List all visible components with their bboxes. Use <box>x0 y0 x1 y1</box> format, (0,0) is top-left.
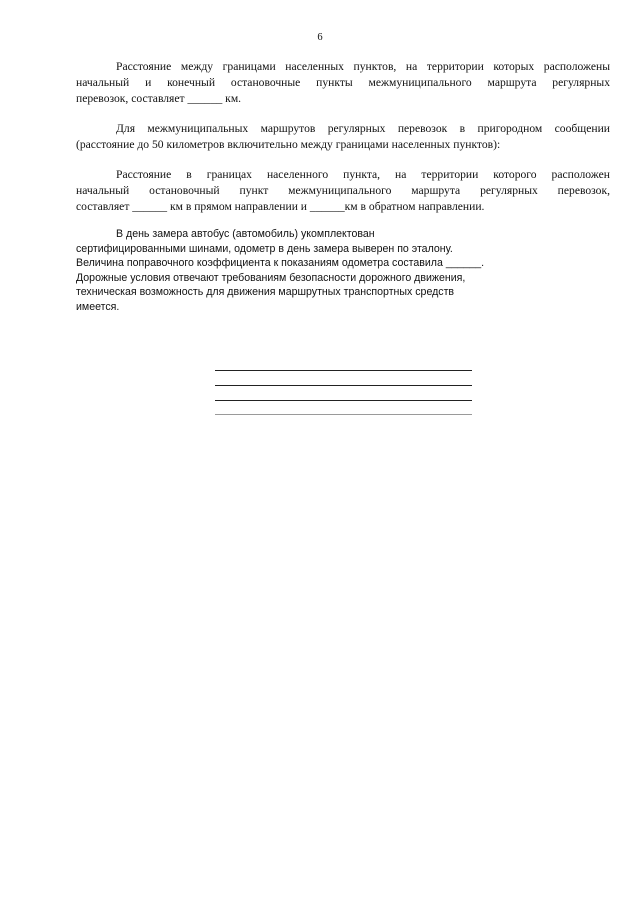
paragraph-line: (расстояние до 50 километров включительно между границами населенных пунктов): <box>76 137 501 151</box>
signature-line <box>215 370 472 371</box>
measurement-line: Дорожные условия отвечают требованиям безопасности дорожного движения, <box>76 271 466 284</box>
paragraph-distance-between-settlements <box>76 59 610 106</box>
measurement-line: Величина поправочного коэффициента к показаниям одометра составила ______. <box>76 257 485 270</box>
paragraph-line: Для межмуниципальных маршрутов регулярных перевозок в пригородном сообщении <box>116 122 610 135</box>
signature-line <box>215 385 472 386</box>
paragraph-line: начальный и конечный остановочные пункты межмуниципального маршрута регулярных <box>76 75 610 89</box>
signature-line <box>215 400 472 401</box>
page-number: 6 <box>317 32 323 43</box>
measurement-line: сертифицированными шинами, одометр в день замера выверен по эталону. <box>76 242 453 255</box>
measurement-conditions-block <box>76 227 556 315</box>
paragraph-line: составляет ______ км в прямом направлении и ______км в обратном направлении. <box>76 199 485 213</box>
paragraph-distance-within-settlement <box>76 167 610 214</box>
measurement-line: В день замера автобус (автомобиль) укомплектован <box>116 228 375 240</box>
paragraph-line: Расстояние в границах населенного пункта, на территории которого расположен <box>116 168 610 181</box>
paragraph-line: начальный остановочный пункт межмуниципального маршрута регулярных перевозок, <box>76 183 610 197</box>
paragraph-line: Расстояние между границами населенных пунктов, на территории которых расположены <box>116 60 610 73</box>
paragraph-line: перевозок, составляет ______ км. <box>76 91 242 105</box>
measurement-line: имеется. <box>76 300 120 313</box>
measurement-line: техническая возможность для движения маршрутных транспортных средств <box>76 286 455 299</box>
paragraph-suburban-routes <box>76 121 610 153</box>
signature-line <box>215 414 472 415</box>
